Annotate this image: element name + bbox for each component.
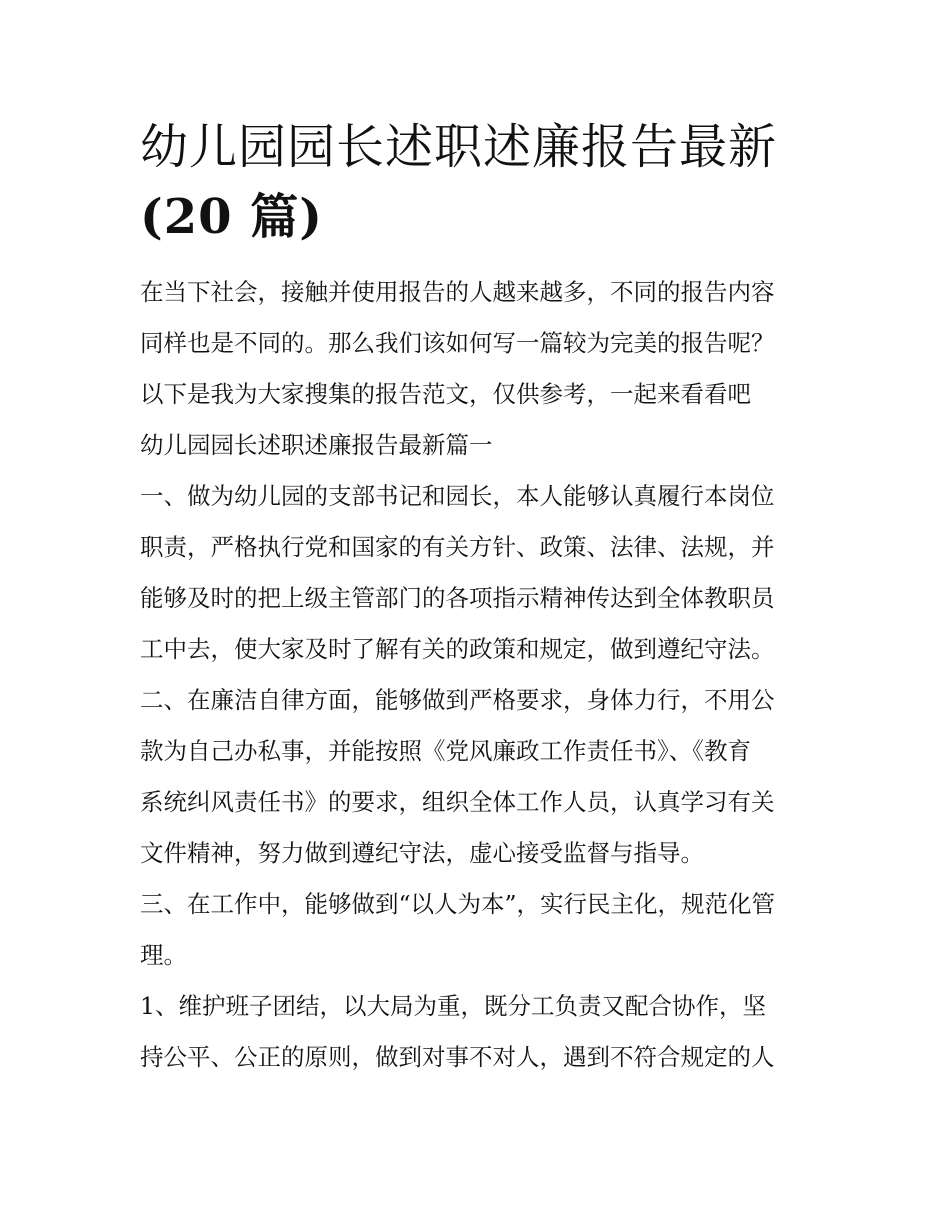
body-line: 在当下社会，接触并使用报告的人越来越多，不同的报告内容 [140, 278, 775, 306]
document-title [140, 112, 820, 252]
body-line: 文件精神，努力做到遵纪守法，虚心接受监督与指导。 [140, 839, 704, 867]
body-line: 1、维护班子团结，以大局为重，既分工负责又配合协作，坚 [140, 992, 766, 1020]
body-line: 二、在廉洁自律方面，能够做到严格要求，身体力行，不用公 [140, 686, 775, 714]
body-line: 款为自己办私事，并能按照《党风廉政工作责任书》、《教育 [140, 737, 751, 765]
body-line: 职责，严格执行党和国家的有关方针、政策、法律、法规，并 [140, 533, 775, 561]
body-line: 持公平、公正的原则，做到对事不对人，遇到不符合规定的人 [140, 1043, 775, 1071]
body-line: 以下是我为大家搜集的报告范文，仅供参考，一起来看看吧 [140, 380, 751, 408]
body-line: 三、在工作中，能够做到“以人为本”，实行民主化，规范化管 [140, 890, 776, 918]
document-page [140, 112, 820, 1083]
body-line: 能够及时的把上级主管部门的各项指示精神传达到全体教职员 [140, 584, 775, 612]
body-line: 理。 [140, 941, 187, 969]
title-line-1: 幼儿园园长述职述廉报告最新 [140, 119, 778, 175]
body-line: 工中去，使大家及时了解有关的政策和规定，做到遵纪守法。 [140, 635, 775, 663]
body-line: 一、做为幼儿园的支部书记和园长，本人能够认真履行本岗位 [140, 482, 775, 510]
title-line-2: (20 篇) [140, 189, 323, 245]
body-line: 同样也是不同的。那么我们该如何写一篇较为完美的报告呢？ [140, 329, 775, 357]
section-heading: 幼儿园园长述职述廉报告最新篇一 [140, 431, 493, 459]
document-body [140, 267, 820, 1083]
body-line: 系统纠风责任书》的要求，组织全体工作人员，认真学习有关 [140, 788, 775, 816]
